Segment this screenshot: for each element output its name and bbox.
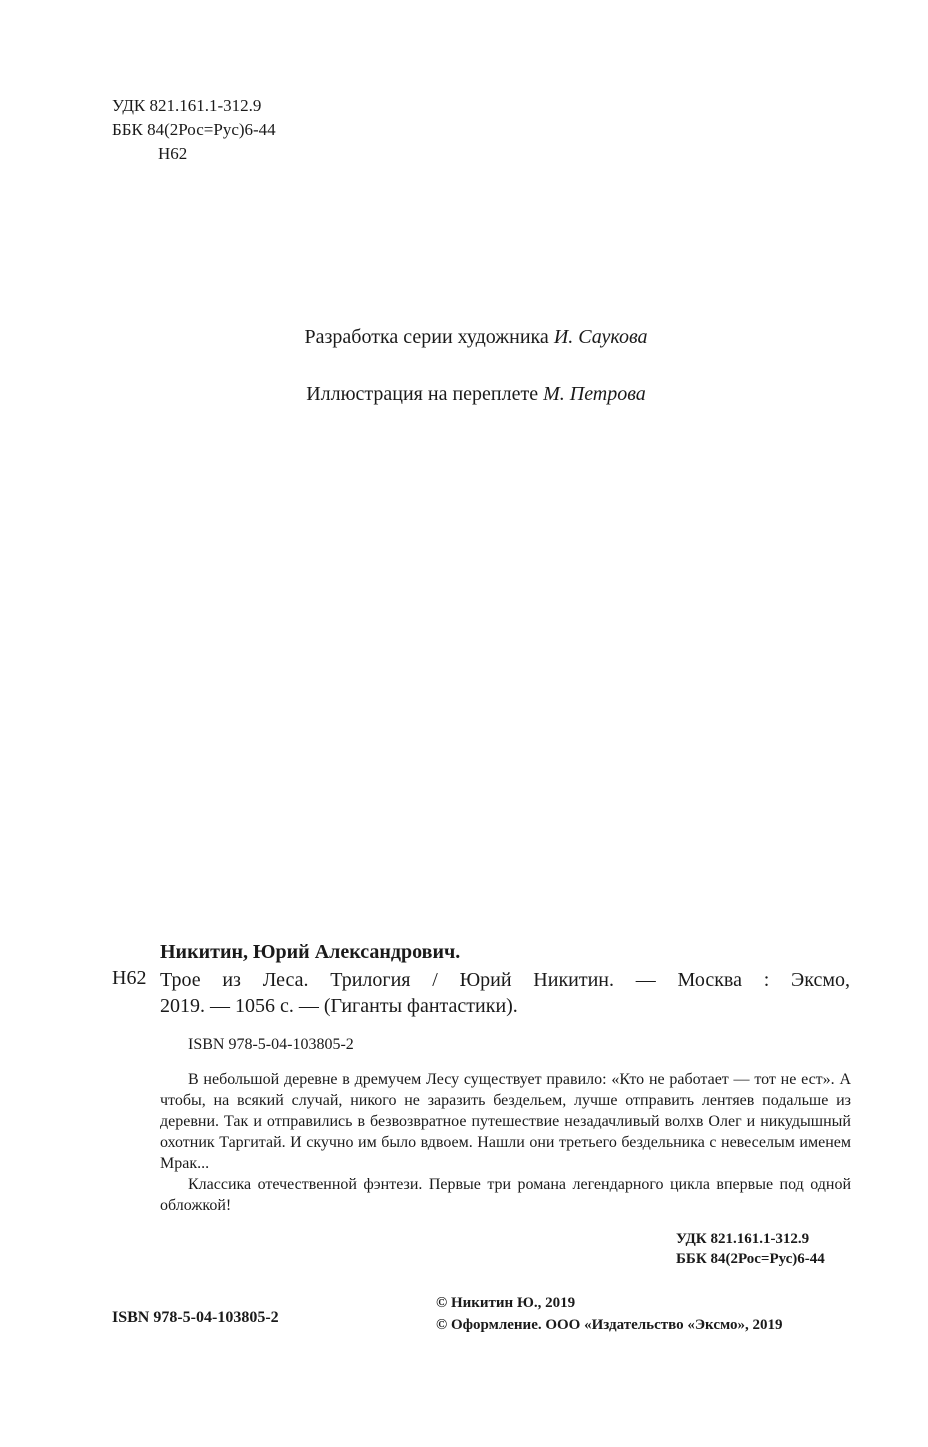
bibliographic-description	[160, 967, 850, 1019]
bibliographic-line-2: 2019. — 1056 с. — (Гиганты фантастики).	[160, 995, 518, 1017]
copyright-author: © Никитин Ю., 2019	[436, 1295, 576, 1311]
footer-isbn: ISBN 978-5-04-103805-2	[112, 1309, 279, 1326]
cover-illustration-credit	[0, 383, 928, 406]
cover-illustration-name: М. Петрова	[543, 383, 646, 405]
author-mark: Н62	[158, 144, 188, 163]
footer-classification	[676, 1229, 825, 1269]
bibliographic-author-mark: Н62	[112, 967, 147, 989]
copyright-design: © Оформление. ООО «Издательство «Эксмо», 2019	[436, 1317, 783, 1333]
footer-udk-code: УДК 821.161.1-312.9	[676, 1231, 810, 1247]
series-design-name: И. Саукова	[553, 326, 648, 348]
annotation-paragraph: В небольшой деревне в дремучем Лесу существует правило: «Кто не работает — тот не ест». А чтобы, на всякий случай, никого не заразить бездельем, лучше отправить лентяев подальше из деревни. Так и отправились в безвозвратное путешествие незадачливый волхв Олег и никудышный охотник Таргитай. И скучно им было вдвоем. Нашли они третьего бездельника с невеселым именем Мрак...	[160, 1071, 851, 1172]
classification-header	[112, 94, 276, 166]
footer-bbk-code: ББК 84(2Рос=Рус)6-44	[676, 1251, 825, 1267]
bibliographic-author: Никитин, Юрий Александрович.	[160, 941, 461, 963]
series-design-label: Разработка серии художника	[304, 326, 549, 348]
bibliographic-line-1: Трое из Леса. Трилогия / Юрий Никитин. — Москва : Эксмо,	[160, 969, 850, 991]
series-design-credit	[0, 326, 928, 349]
bibliographic-isbn: ISBN 978-5-04-103805-2	[188, 1036, 354, 1053]
cover-illustration-label: Иллюстрация на переплете	[306, 383, 539, 405]
annotation-paragraph: Классика отечественной фэнтези. Первые три романа легендарного цикла впервые под одной обложкой!	[160, 1176, 851, 1214]
annotation	[160, 1069, 851, 1216]
copyright-block	[436, 1292, 783, 1336]
udk-code: УДК 821.161.1-312.9	[112, 96, 262, 115]
bbk-code: ББК 84(2Рос=Рус)6-44	[112, 120, 276, 139]
